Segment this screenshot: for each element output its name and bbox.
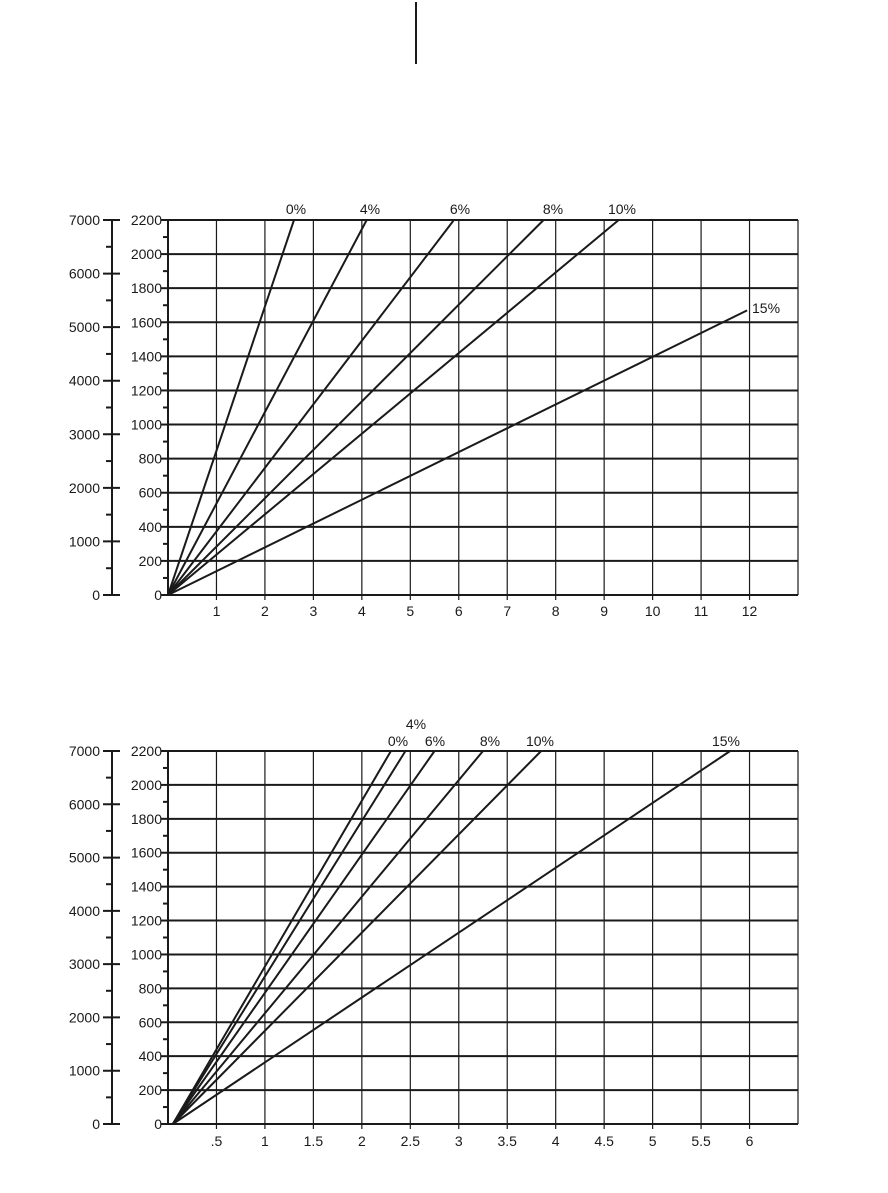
primary-y-tick-label: 1400	[130, 348, 162, 365]
x-tick-label: 9	[600, 603, 609, 619]
series-label: 4%	[405, 716, 427, 732]
x-tick-label: 7	[503, 603, 512, 619]
primary-y-tick-label: 800	[138, 980, 162, 997]
primary-y-tick-label: 1200	[130, 382, 162, 399]
x-tick-label: 4.5	[594, 1133, 614, 1149]
series-label: 8%	[479, 733, 501, 749]
series-line-6pct	[173, 751, 435, 1124]
x-tick-label: 2	[357, 1133, 366, 1149]
primary-y-tick-label: 1800	[130, 810, 162, 827]
secondary-y-tick-label: 6000	[68, 265, 100, 282]
x-tick-label: 2	[261, 603, 269, 619]
secondary-y-tick-label: 2000	[68, 1009, 100, 1026]
secondary-y-tick-label: 2000	[68, 479, 100, 496]
primary-y-tick-label: 400	[138, 1048, 162, 1065]
series-label: 6%	[424, 733, 446, 749]
series-line-4pct	[168, 220, 367, 595]
primary-y-tick-label: 1600	[130, 314, 162, 331]
primary-y-tick-label: 0	[154, 1116, 162, 1132]
x-tick-label: 2.5	[400, 1133, 421, 1149]
primary-y-tick-label: 1800	[130, 280, 162, 297]
secondary-y-tick-label: 4000	[68, 902, 100, 919]
secondary-y-tick-label: 1000	[68, 1062, 100, 1079]
x-tick-label: 4	[357, 603, 366, 619]
chart-top	[69, 201, 798, 619]
series-label: 4%	[359, 201, 381, 217]
x-tick-label: 3.5	[497, 1133, 517, 1149]
primary-y-tick-label: 2200	[130, 212, 162, 228]
series-line-8pct	[173, 751, 483, 1124]
x-tick-label: 6	[454, 603, 463, 619]
x-tick-label: 12	[741, 603, 758, 619]
x-tick-label: 5	[648, 1133, 657, 1149]
x-tick-label: 4	[551, 1133, 560, 1149]
series-line-0pct	[168, 220, 294, 595]
secondary-y-tick-label: 3000	[68, 956, 100, 973]
series-line-6pct	[168, 220, 454, 595]
secondary-y-tick-label: 7000	[68, 743, 100, 759]
primary-y-tick-label: 2200	[130, 743, 162, 759]
series-line-15pct	[173, 751, 730, 1124]
x-tick-label: 5.5	[691, 1133, 711, 1149]
x-tick-label: 6	[745, 1133, 754, 1149]
series-label: 15%	[711, 733, 741, 749]
secondary-y-tick-label: 5000	[68, 319, 100, 336]
primary-y-tick-label: 200	[138, 552, 162, 569]
primary-y-tick-label: 1600	[130, 844, 162, 861]
series-line-10pct	[173, 751, 541, 1124]
secondary-y-tick-label: 4000	[68, 372, 100, 389]
primary-y-tick-label: 800	[138, 450, 162, 467]
secondary-y-tick-label: 3000	[68, 426, 100, 443]
x-tick-label: 3	[309, 603, 318, 619]
series-label: 6%	[449, 201, 471, 217]
series-label: 15%	[752, 300, 781, 316]
secondary-y-tick-label: 5000	[68, 849, 100, 866]
x-tick-label: 1	[261, 1133, 269, 1149]
primary-y-tick-label: 600	[138, 484, 162, 501]
x-tick-label: 1.5	[303, 1133, 324, 1149]
x-tick-label: 11	[693, 603, 709, 619]
primary-y-tick-label: 600	[138, 1014, 162, 1031]
series-label: 8%	[542, 201, 564, 217]
primary-y-tick-label: 1400	[130, 878, 162, 895]
chart-bottom	[69, 716, 798, 1149]
x-tick-label: 8	[551, 603, 560, 619]
primary-y-tick-label: 1000	[130, 946, 162, 963]
x-tick-label: 10	[644, 603, 661, 619]
secondary-y-tick-label: 0	[92, 1116, 100, 1132]
primary-y-tick-label: 2000	[130, 246, 162, 263]
x-tick-label: 1	[212, 603, 221, 619]
primary-y-tick-label: 0	[154, 587, 162, 603]
primary-y-tick-label: 2000	[130, 776, 162, 793]
secondary-y-tick-label: 6000	[68, 796, 100, 813]
x-tick-label: 5	[406, 603, 415, 619]
secondary-y-tick-label: 7000	[68, 212, 100, 228]
primary-y-tick-label: 400	[138, 518, 162, 535]
series-label: 10%	[607, 201, 637, 217]
primary-y-tick-label: 1200	[130, 912, 162, 929]
series-line-4pct	[173, 751, 406, 1124]
x-tick-label: 3	[454, 1133, 463, 1149]
secondary-y-tick-label: 0	[92, 587, 100, 603]
primary-y-tick-label: 200	[138, 1082, 162, 1099]
secondary-y-tick-label: 1000	[68, 533, 100, 550]
series-line-8pct	[168, 220, 544, 595]
series-label: 10%	[525, 733, 555, 749]
series-label: 0%	[387, 733, 409, 749]
x-tick-label: .5	[210, 1133, 223, 1149]
primary-y-tick-label: 1000	[130, 416, 162, 433]
series-label: 0%	[285, 201, 307, 217]
